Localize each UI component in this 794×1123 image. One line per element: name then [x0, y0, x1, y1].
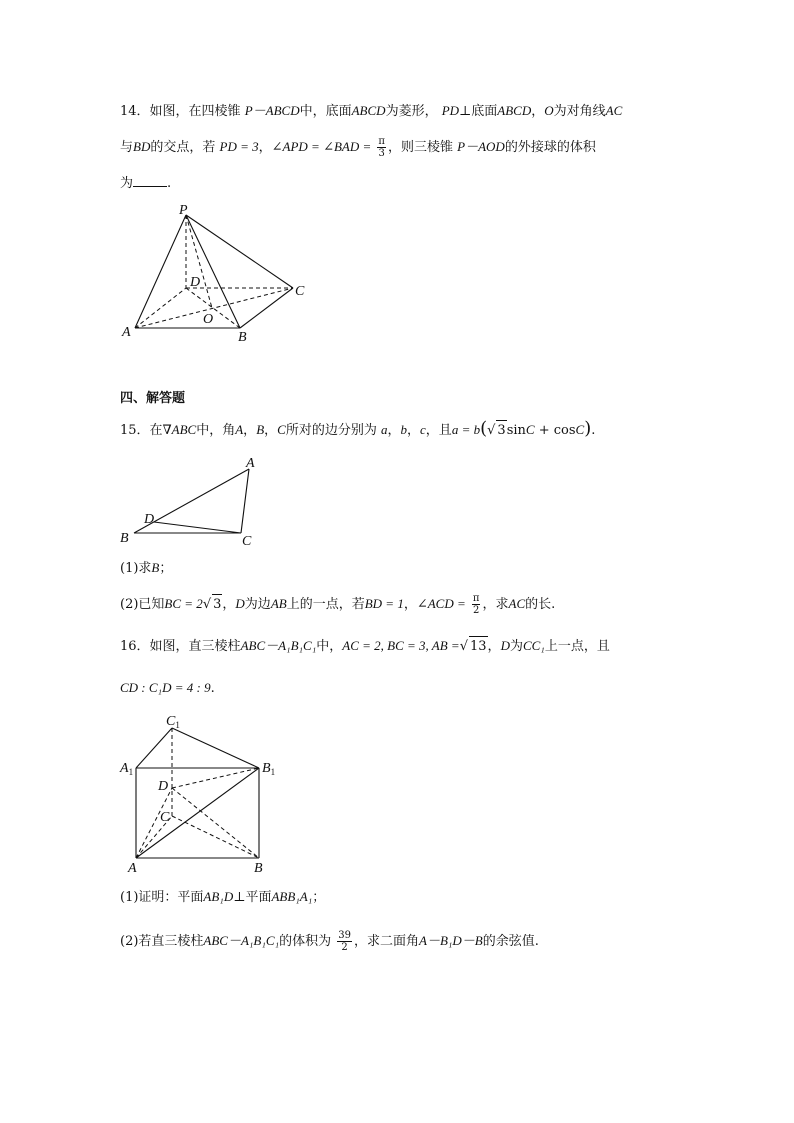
- q15-sep: ，: [243, 423, 257, 438]
- q15-text: 中，角: [196, 423, 236, 438]
- q16-cc1: CC₁: [522, 638, 545, 653]
- q14-label-c: C: [295, 284, 305, 299]
- q16-part2-text: ，求二面角: [353, 934, 419, 949]
- q14-angle: ∠APD = ∠BAD =: [271, 139, 372, 154]
- q14-o: O: [544, 103, 554, 118]
- q16-ratio: CD : C₁D = 4 : 9: [120, 680, 211, 695]
- q14-pd: PD = 3: [219, 139, 259, 154]
- q15-frac-den: 2: [473, 605, 480, 616]
- q15-part1-text: (1)求: [120, 561, 152, 576]
- q16-label-a: A: [128, 861, 137, 876]
- q16-prism-figure: [116, 708, 296, 878]
- q14-line2: [120, 136, 596, 159]
- section-title: 四、解答题: [120, 391, 186, 406]
- q16-part2-prism: ABC－A₁B₁C₁: [203, 933, 280, 948]
- q15-part1-end: ；: [159, 561, 173, 576]
- q15-angle-b: B: [256, 422, 265, 437]
- q16-values: AC = 2, BC = 3, AB =: [342, 638, 460, 653]
- q14-pyramid: P－ABCD: [244, 103, 300, 118]
- q14-ac: AC: [605, 103, 623, 118]
- q15-part2-bc: BC = 2: [164, 596, 203, 611]
- q14-text: 的外接球的体积: [504, 140, 596, 155]
- q15-side-a: a: [380, 422, 388, 437]
- q15-part2-d: D: [235, 596, 245, 611]
- q16-part1-end: ；: [312, 890, 326, 905]
- q16-part1-ab1d: AB₁D: [203, 889, 234, 904]
- q16-label-b: B: [254, 861, 263, 876]
- q16-sep: ，: [487, 639, 501, 654]
- q14-label-a: A: [122, 325, 131, 340]
- q16-text: 中，: [316, 639, 343, 654]
- q14-label-b: B: [238, 330, 247, 345]
- q15-text: 在: [149, 423, 163, 438]
- q15-angle-c: C: [277, 422, 286, 437]
- q15-line1: 15．在∇ABC中，角A，B，C所对的边分别为 a，b，c，且a = b(√ 3sinC + cosC).: [120, 418, 596, 439]
- q16-d: D: [500, 638, 510, 653]
- q15-equation: a = b: [451, 422, 481, 437]
- q16-end: .: [210, 681, 215, 696]
- q15-side-c: c: [420, 422, 426, 437]
- q14-base: ABCD: [351, 103, 386, 118]
- q16-number: 16．: [120, 639, 150, 654]
- q15-label-c: C: [242, 534, 252, 549]
- q14-answer-blank: [133, 174, 167, 187]
- q15-part1-b: B: [151, 560, 160, 575]
- q15-text: ，且: [425, 423, 452, 438]
- q15-label-d: D: [144, 512, 155, 527]
- q14-bd: BD: [133, 139, 151, 154]
- q16-part1-text: (1)证明：平面: [120, 890, 204, 905]
- q14-text: 为菱形，: [385, 104, 438, 119]
- q16-part2: [120, 930, 539, 953]
- q15-part2-text: (2)已知: [120, 597, 165, 612]
- q14-pyramid-figure: [118, 200, 318, 345]
- q15-c: C: [575, 422, 585, 437]
- q15-number: 15．: [120, 423, 150, 438]
- q16-label-c1: $C_1$: [166, 714, 180, 730]
- q16-part2-text: 的体积为: [279, 934, 332, 949]
- q15-side-b: b: [400, 422, 407, 437]
- q15-sqrt3: 3: [496, 420, 506, 441]
- q16-frac-num: 39: [338, 930, 351, 941]
- q16-prism: ABC－A₁B₁C₁: [240, 638, 317, 653]
- q15-part2-text: ，求: [482, 597, 509, 612]
- q14-frac-den: 3: [378, 148, 385, 159]
- q16-text: 如图，直三棱柱: [149, 639, 241, 654]
- q15-triangle-figure: [116, 452, 266, 552]
- q15-label-a: A: [246, 456, 255, 471]
- q16-sqrt13: 13: [469, 636, 488, 657]
- q15-part2-ac: AC: [508, 596, 526, 611]
- q15-angle-a: A: [235, 422, 244, 437]
- q14-text: ，则三棱锥: [387, 140, 453, 155]
- q14-fraction: [377, 136, 386, 159]
- q15-label-b: B: [120, 531, 129, 546]
- q16-label-b1: $B_1$: [262, 761, 276, 777]
- q16-label-c: C: [160, 810, 170, 825]
- q15-sin: sin: [506, 423, 526, 438]
- q14-label-o: O: [203, 312, 214, 327]
- q16-part2-text: (2)若直三棱柱: [120, 934, 204, 949]
- q15-part2-text: 为边: [244, 597, 271, 612]
- q16-line1: 16．如图，直三棱柱ABC－A₁B₁C₁中，AC = 2, BC = 3, AB =√ 13，D为CC₁上一点，且: [120, 636, 610, 657]
- q14-perp: PD⊥: [441, 103, 472, 118]
- q15-text: 所对的边分别为: [285, 423, 377, 438]
- q15-part1: [120, 558, 172, 579]
- q15-fraction: [472, 593, 481, 616]
- q14-text: ，: [531, 104, 545, 119]
- q16-label-a1: $A_1$: [120, 761, 134, 777]
- q15-part2-text: 上的一点，若: [286, 597, 365, 612]
- q14-text: .: [167, 176, 172, 191]
- q14-text: 与: [120, 140, 134, 155]
- q14-base2: ABCD: [497, 103, 532, 118]
- q15-end: .: [591, 423, 596, 438]
- q15-triangle: ∇ABC: [162, 422, 197, 437]
- q14-label-p: P: [179, 203, 188, 218]
- q16-line2: [120, 678, 215, 699]
- q14-text: 为对角线: [553, 104, 606, 119]
- q15-part2-bd: BD = 1: [364, 596, 404, 611]
- q16-part1-perp: ⊥: [233, 890, 246, 905]
- q15-paren: (: [480, 418, 488, 439]
- q14-text: 如图，在四棱锥: [149, 104, 241, 119]
- q16-frac-den: 2: [341, 942, 348, 953]
- q14-number: 14．: [120, 104, 150, 119]
- q15-sep: ，: [387, 423, 401, 438]
- q14-paod: P－AOD: [457, 139, 505, 154]
- q15-cos: + cos: [534, 423, 576, 438]
- q15-part2-ab: AB: [270, 596, 287, 611]
- q14-label-d: D: [190, 275, 201, 290]
- q15-c: C: [525, 422, 535, 437]
- q14-text: 中，底面: [299, 104, 352, 119]
- q15-part2-text: 的长.: [525, 597, 556, 612]
- q14-text: 的交点，若: [150, 140, 216, 155]
- q14-frac-num: π: [378, 136, 385, 147]
- q15-paren: ): [584, 418, 592, 439]
- q15-sep: ，: [403, 597, 417, 612]
- q16-part1: [120, 887, 325, 908]
- q16-part2-dihedral: A－B₁D－B: [419, 933, 483, 948]
- q16-label-d: D: [158, 779, 169, 794]
- q16-part1-text: 平面: [245, 890, 272, 905]
- q15-sep: ，: [222, 597, 236, 612]
- q14-text: 底面: [471, 104, 498, 119]
- q14-text: ，: [258, 140, 272, 155]
- q15-frac-num: π: [472, 593, 480, 604]
- q16-part2-text: 的余弦值.: [482, 934, 539, 949]
- q14-line3: [120, 174, 171, 194]
- q15-part2-acd: ∠ACD =: [416, 596, 466, 611]
- q14-line1: [120, 101, 622, 122]
- q16-text: 上一点，且: [544, 639, 610, 654]
- q16-fraction: [337, 930, 352, 953]
- q15-sep: ，: [264, 423, 278, 438]
- q15-part2-sqrt3: 3: [212, 594, 222, 615]
- q15-sep: ，: [407, 423, 421, 438]
- q16-text: 为: [509, 639, 523, 654]
- q15-part2: (2)已知BC = 2√ 3，D为边AB上的一点，若BD = 1，∠ACD = $\frac{\pi}{2}$ ，求AC的长.: [120, 593, 556, 616]
- q14-text: 为: [120, 176, 134, 191]
- q16-part1-abb1a1: ABB₁A₁: [271, 889, 313, 904]
